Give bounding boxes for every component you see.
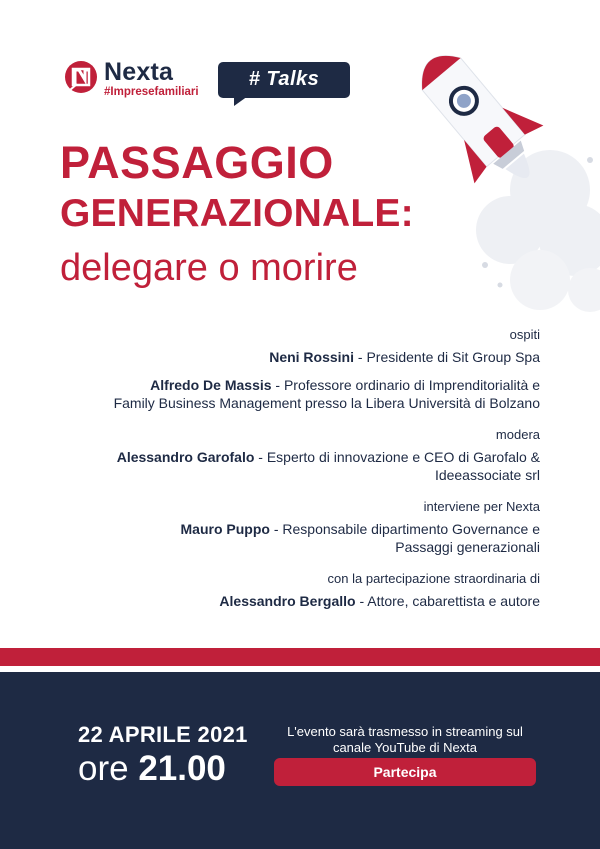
rocket-icon bbox=[400, 40, 600, 320]
nexta-speaker-role-a: - Responsabile dipartimento Governance e bbox=[269, 521, 540, 537]
nexta-logo bbox=[64, 60, 224, 104]
moderator-role-a: - Esperto di innovazione e CEO di Garofalo & bbox=[254, 449, 540, 465]
speakers-list bbox=[40, 326, 540, 610]
special-guest-name: Alessandro Bergallo bbox=[219, 593, 356, 609]
nexta-speaker-name: Mauro Puppo bbox=[180, 521, 270, 537]
streaming-info-line-1: L'evento sarà trasmesso in streaming sul bbox=[287, 724, 523, 739]
special-guest-role: - Attore, cabarettista e autore bbox=[355, 593, 540, 609]
brand-tagline: #Impresefamiliari bbox=[104, 86, 199, 98]
guest-2-role-a: - Professore ordinario di Imprenditorialità e bbox=[271, 377, 540, 393]
moderator-label: modera bbox=[495, 427, 540, 442]
talks-badge bbox=[218, 62, 350, 102]
title-line-1: PASSAGGIO bbox=[60, 137, 334, 188]
event-time-prefix: ore bbox=[78, 749, 139, 788]
talks-label: # Talks bbox=[248, 68, 320, 90]
partecipa-button[interactable]: Partecipa bbox=[274, 758, 536, 786]
moderator-role-b: Ideeassociate srl bbox=[434, 467, 540, 483]
title-line-2: GENERAZIONALE: bbox=[60, 192, 414, 235]
streaming-info-line-2: canale YouTube di Nexta bbox=[332, 740, 478, 755]
red-divider-stripe bbox=[0, 648, 600, 666]
event-time bbox=[78, 748, 226, 790]
nexta-speaker-label: interviene per Nexta bbox=[423, 499, 540, 514]
event-date: 22 APRILE 2021 bbox=[78, 722, 248, 747]
guest-2-name: Alfredo De Massis bbox=[150, 377, 272, 393]
guest-1-name: Neni Rossini bbox=[269, 349, 354, 365]
guest-2-role-b: Family Business Management presso la Libera Università di Bolzano bbox=[113, 395, 540, 411]
talks-bubble-tail bbox=[234, 96, 248, 106]
title-line-3: delegare o morire bbox=[60, 247, 358, 289]
streaming-info bbox=[270, 724, 540, 756]
nexta-speaker-role-b: Passaggi generazionali bbox=[395, 539, 540, 555]
moderator bbox=[40, 448, 540, 484]
guest-2 bbox=[40, 376, 540, 412]
special-guest bbox=[40, 592, 540, 610]
brand-name: Nexta bbox=[104, 58, 174, 86]
nexta-logo-icon bbox=[64, 60, 98, 94]
event-time-value: 21.00 bbox=[138, 749, 226, 788]
guest-1 bbox=[40, 348, 540, 366]
guests-label: ospiti bbox=[509, 327, 540, 342]
special-guest-label: con la partecipazione straordinaria di bbox=[327, 571, 540, 586]
nexta-speaker bbox=[40, 520, 540, 556]
moderator-name: Alessandro Garofalo bbox=[116, 449, 255, 465]
guest-1-role: - Presidente di Sit Group Spa bbox=[354, 349, 540, 365]
